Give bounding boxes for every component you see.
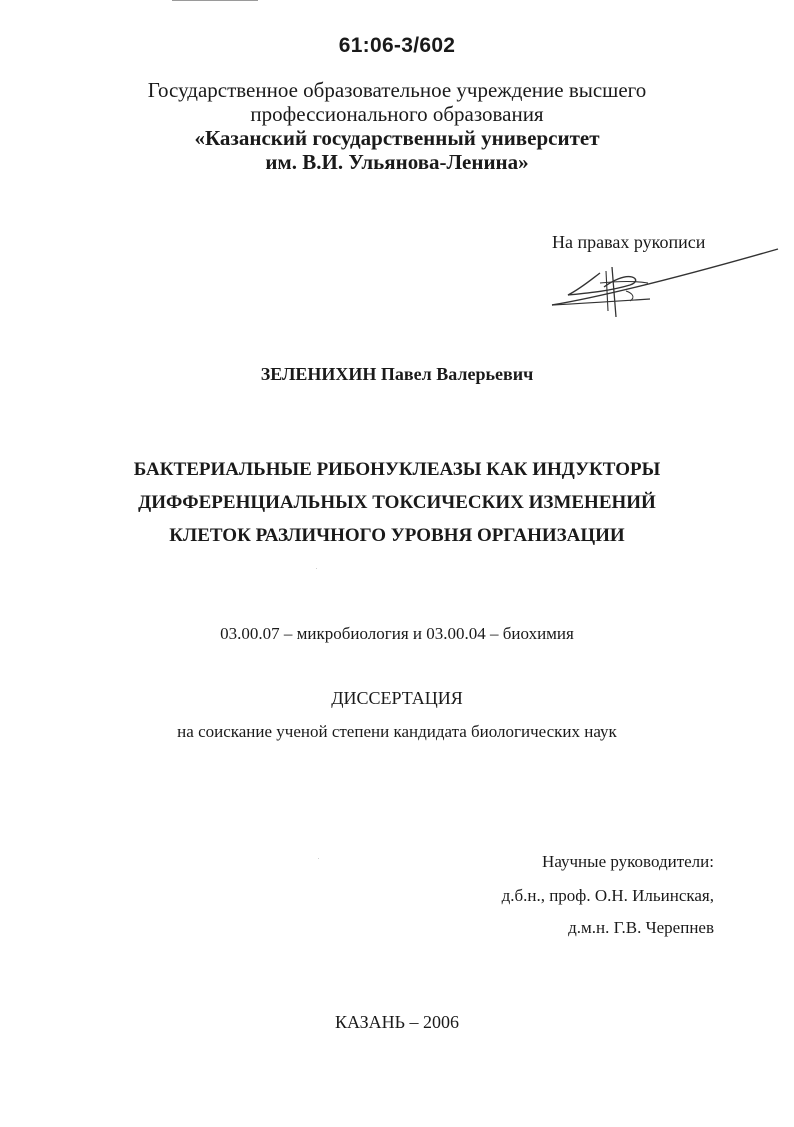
organization-line-2: профессионального образования — [250, 102, 544, 126]
organization-line-4: им. В.И. Ульянова-Ленина» — [265, 150, 529, 174]
author-name: ЗЕЛЕНИХИН Павел Валерьевич — [260, 364, 534, 384]
organization-line-1: Государственное образовательное учреждение высшего — [147, 78, 647, 102]
scan-speck — [316, 568, 317, 569]
city-year: КАЗАНЬ – 2006 — [335, 1012, 459, 1032]
manuscript-rights-note: На правах рукописи — [552, 232, 706, 252]
specialty-codes: 03.00.07 – микробиология и 03.00.04 – биохимия — [220, 624, 574, 643]
archive-code-number: 61:06-3/602 — [338, 34, 456, 57]
supervisor-2: д.м.н. Г.В. Черепнев — [568, 918, 714, 937]
organization-line-3: «Казанский государственный университет — [194, 126, 600, 150]
document-type: ДИССЕРТАЦИЯ — [331, 688, 463, 708]
handwritten-signature — [540, 245, 785, 325]
supervisors-heading: Научные руководители: — [542, 852, 714, 871]
top-edge-mark — [172, 0, 258, 3]
thesis-title-line-1: БАКТЕРИАЛЬНЫЕ РИБОНУКЛЕАЗЫ КАК ИНДУКТОРЫ — [133, 459, 661, 480]
degree-statement: на соискание ученой степени кандидата биологических наук — [177, 722, 617, 741]
thesis-title-line-2: ДИФФЕРЕНЦИАЛЬНЫХ ТОКСИЧЕСКИХ ИЗМЕНЕНИЙ — [138, 492, 656, 513]
supervisor-1: д.б.н., проф. О.Н. Ильинская, — [501, 886, 714, 905]
scan-speck — [318, 858, 319, 859]
thesis-title-line-3: КЛЕТОК РАЗЛИЧНОГО УРОВНЯ ОРГАНИЗАЦИИ — [169, 525, 625, 546]
